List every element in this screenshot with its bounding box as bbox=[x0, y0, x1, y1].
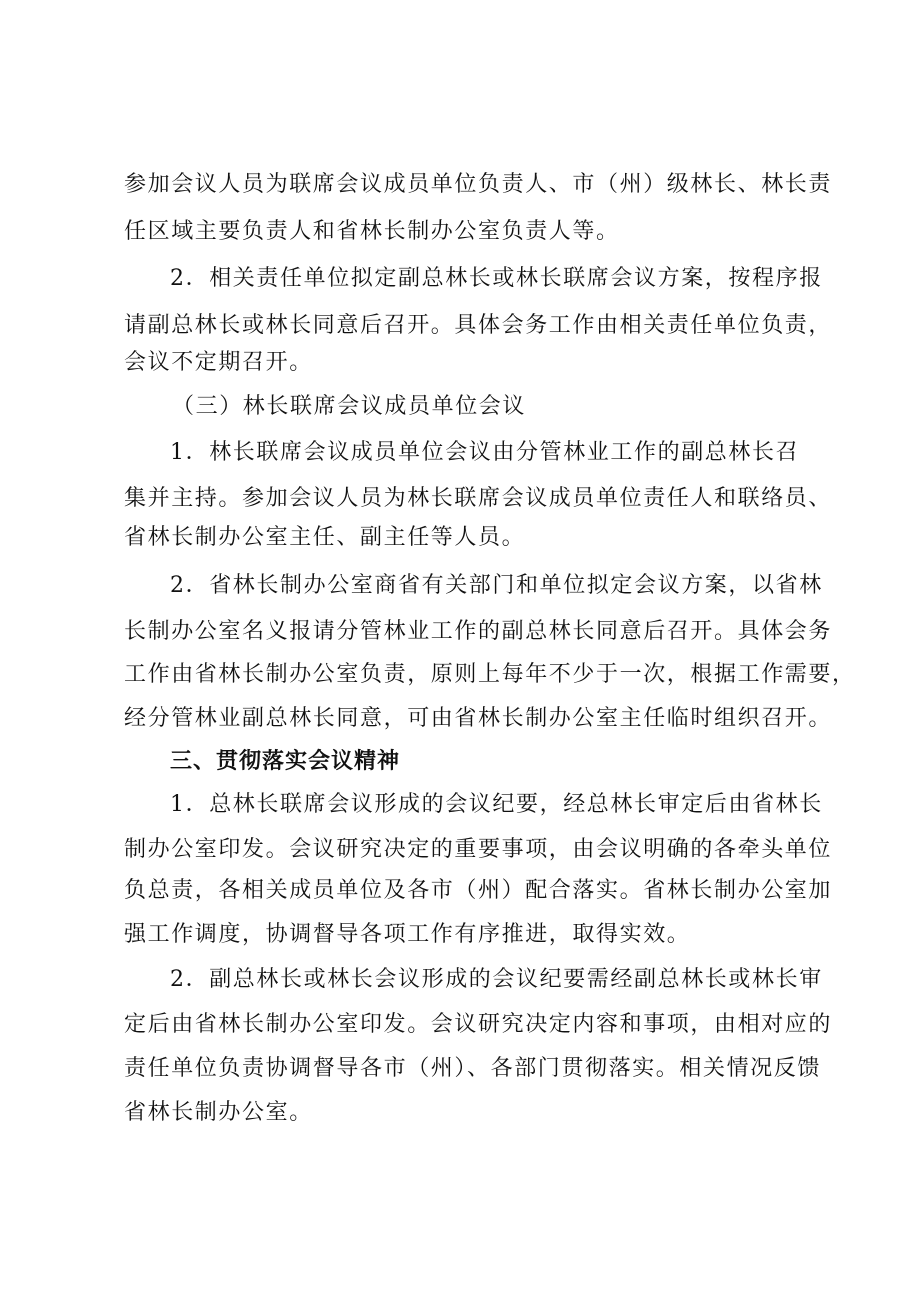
paragraph-line: 参加会议人员为联席会议成员单位负责人、市（州）级林长、林长责 bbox=[124, 172, 833, 197]
paragraph-line: 2．副总林长或林长会议形成的会议纪要需经副总林长或林长审 bbox=[170, 967, 823, 992]
paragraph-line: 工作由省林长制办公室负责，原则上每年不少于一次，根据工作需要， bbox=[124, 662, 856, 687]
paragraph-line: 定后由省林长制办公室印发。会议研究决定内容和事项，由相对应的 bbox=[124, 1012, 833, 1037]
paragraph-line: 省林长制办公室。 bbox=[124, 1100, 313, 1125]
paragraph-line: 1．总林长联席会议形成的会议纪要，经总林长审定后由省林长 bbox=[170, 792, 823, 817]
paragraph-line: 负总责，各相关成员单位及各市（州）配合落实。省林长制办公室加 bbox=[124, 878, 833, 903]
paragraph-line: 会议不定期召开。 bbox=[124, 350, 313, 375]
paragraph-line: 2．省林长制办公室商省有关部门和单位拟定会议方案，以省林 bbox=[170, 573, 823, 598]
paragraph-line: 2．相关责任单位拟定副总林长或林长联席会议方案，按程序报 bbox=[170, 266, 823, 291]
paragraph-line: 任区域主要负责人和省林长制办公室负责人等。 bbox=[124, 219, 620, 244]
subsection-heading: （三）林长联席会议成员单位会议 bbox=[172, 394, 527, 419]
paragraph-line: 集并主持。参加会议人员为林长联席会议成员单位责任人和联络员、 bbox=[124, 486, 833, 511]
paragraph-line: 长制办公室名义报请分管林业工作的副总林长同意后召开。具体会务 bbox=[124, 619, 833, 644]
paragraph-line: 请副总林长或林长同意后召开。具体会务工作由相关责任单位负责， bbox=[124, 313, 833, 338]
paragraph-line: 1．林长联席会议成员单位会议由分管林业工作的副总林长召 bbox=[170, 440, 800, 465]
paragraph-line: 责任单位负责协调督导各市（州）、各部门贯彻落实。相关情况反馈 bbox=[124, 1056, 822, 1081]
section-heading: 三、贯彻落实会议精神 bbox=[170, 749, 401, 774]
paragraph-line: 经分管林业副总林长同意，可由省林长制办公室主任临时组织召开。 bbox=[124, 706, 833, 731]
paragraph-line: 省林长制办公室主任、副主任等人员。 bbox=[124, 525, 526, 550]
paragraph-line: 强工作调度，协调督导各项工作有序推进，取得实效。 bbox=[124, 922, 691, 947]
paragraph-line: 制办公室印发。会议研究决定的重要事项，由会议明确的各牵头单位 bbox=[124, 837, 833, 862]
